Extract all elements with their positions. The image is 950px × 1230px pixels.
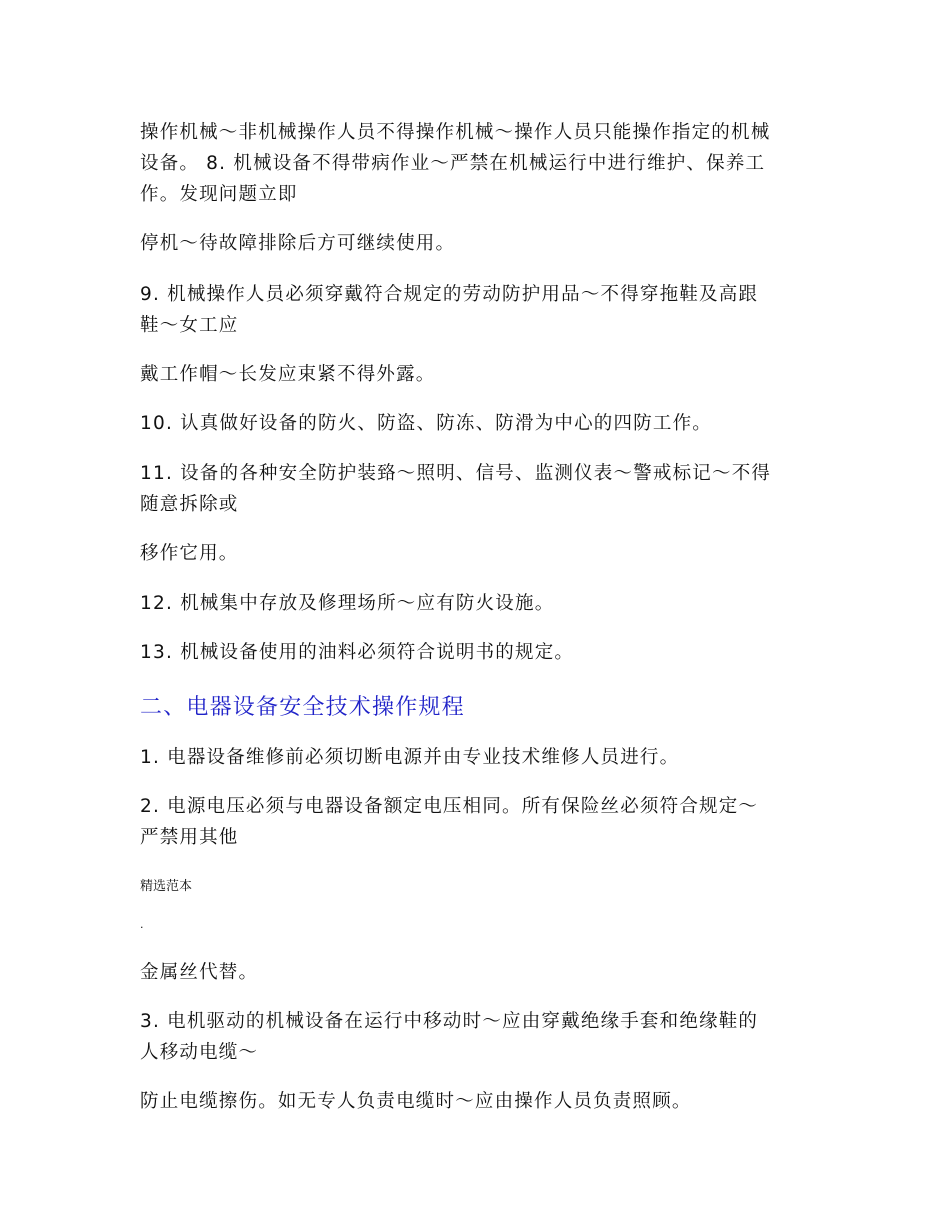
body-line: 鞋～女工应 — [140, 315, 239, 336]
body-line: 随意拆除或 — [140, 494, 239, 515]
body-line: 人移动电缆～ — [140, 1042, 259, 1063]
body-line: 3. 电机驱动的机械设备在运行中移动时～应由穿戴绝缘手套和绝缘鞋的 — [140, 1011, 759, 1032]
body-line: 移作它用。 — [140, 543, 239, 564]
body-line: 戴工作帽～长发应束紧不得外露。 — [140, 364, 436, 385]
body-line: 11. 设备的各种安全防护装臵～照明、信号、监测仪表～警戒标记～不得 — [140, 463, 772, 484]
page-footer: 精选范本 — [140, 879, 193, 894]
body-line: 13. 机械设备使用的油料必须符合说明书的规定。 — [140, 642, 575, 663]
body-line: 防止电缆擦伤。如无专人负责电缆时～应由操作人员负责照顾。 — [140, 1091, 692, 1112]
body-line: 2. 电源电压必须与电器设备额定电压相同。所有保险丝必须符合规定～ — [140, 796, 759, 817]
body-line: 9. 机械操作人员必须穿戴符合规定的劳动防护用品～不得穿拖鞋及高跟 — [140, 284, 759, 305]
section-heading: 二、电器设备安全技术操作规程 — [140, 695, 465, 720]
body-line: 1. 电器设备维修前必须切断电源并由专业技术维修人员进行。 — [140, 747, 680, 768]
body-line: 设备。 8. 机械设备不得带病作业～严禁在机械运行中进行维护、保养工 — [140, 153, 766, 174]
page-break-dot: . — [140, 918, 144, 931]
body-line: 10. 认真做好设备的防火、防盗、防冻、防滑为中心的四防工作。 — [140, 413, 713, 434]
body-line: 停机～待故障排除后方可继续使用。 — [140, 233, 456, 254]
body-line: 操作机械～非机械操作人员不得操作机械～操作人员只能操作指定的机械 — [140, 122, 771, 143]
body-line: 金属丝代替。 — [140, 962, 259, 983]
body-line: 12. 机械集中存放及修理场所～应有防火设施。 — [140, 593, 555, 614]
body-line: 严禁用其他 — [140, 827, 239, 848]
body-line: 作。发现问题立即 — [140, 184, 298, 205]
